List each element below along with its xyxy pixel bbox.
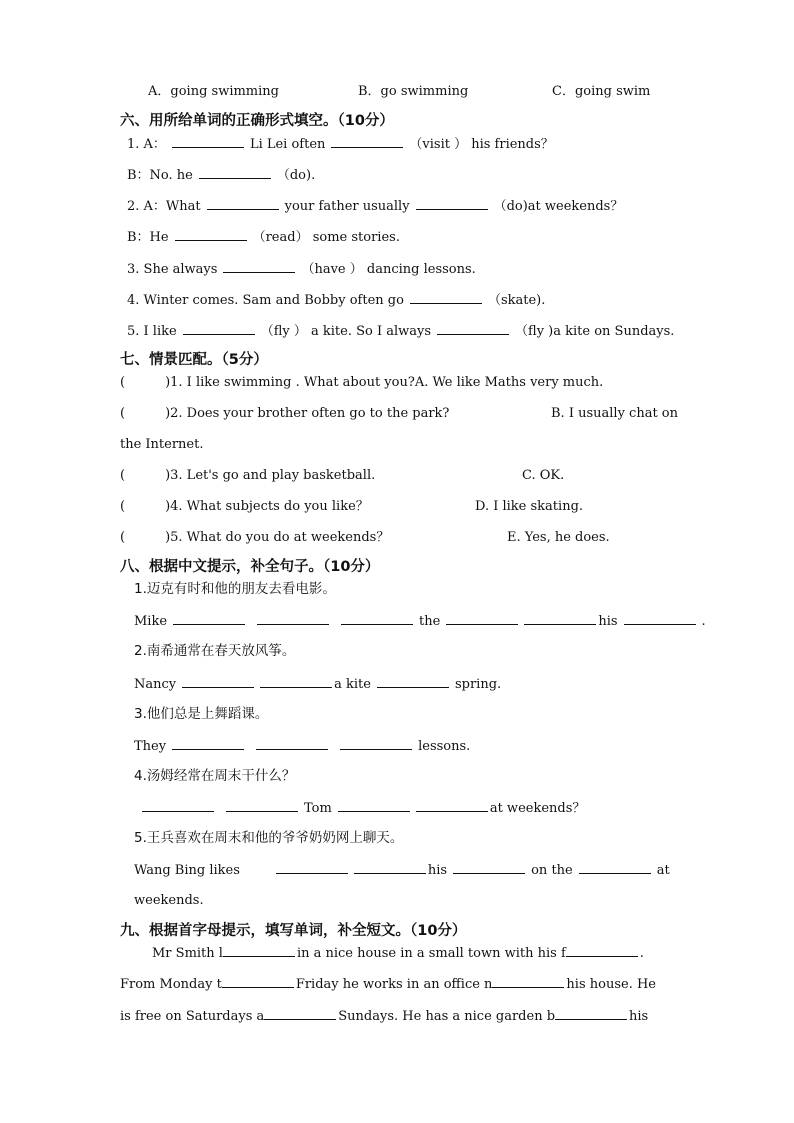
blank[interactable] bbox=[199, 166, 271, 179]
s8-c3: 3.他们总是上舞蹈课。 bbox=[134, 706, 269, 722]
section-7-heading: 七、情景匹配。（5分） bbox=[120, 352, 268, 368]
s6-q2b: B：He （read） some stories. bbox=[127, 230, 400, 245]
s9-line3: is free on Saturdays a Sundays. He has a nice garden b his bbox=[120, 1009, 649, 1024]
blank[interactable] bbox=[257, 612, 329, 625]
blank[interactable] bbox=[341, 612, 413, 625]
blank[interactable] bbox=[555, 1007, 627, 1020]
s7-opt-b: B. I usually chat on bbox=[551, 406, 679, 421]
blank[interactable] bbox=[276, 861, 348, 874]
blank[interactable] bbox=[331, 135, 403, 148]
blank[interactable] bbox=[338, 799, 410, 812]
s6-q4: 4. Winter comes. Sam and Bobby often go （skate). bbox=[127, 293, 546, 308]
blank[interactable] bbox=[264, 1007, 336, 1020]
blank[interactable] bbox=[524, 612, 596, 625]
blank[interactable] bbox=[182, 675, 254, 688]
blank[interactable] bbox=[624, 612, 696, 625]
blank[interactable] bbox=[222, 975, 294, 988]
s8-e5-cont: weekends. bbox=[134, 893, 204, 908]
s9-line2: From Monday t Friday he works in an office n his house. He bbox=[120, 977, 656, 992]
s8-e3: They lessons. bbox=[134, 739, 471, 754]
s6-q2a: 2. A：What your father usually （do)at weekends？ bbox=[127, 199, 624, 214]
blank[interactable] bbox=[260, 675, 332, 688]
s7-opt-c: C. OK. bbox=[522, 468, 565, 483]
blank[interactable] bbox=[566, 944, 638, 957]
blank[interactable] bbox=[226, 799, 298, 812]
blank[interactable] bbox=[142, 799, 214, 812]
section-6-heading: 六、用所给单词的正确形式填空。（10分） bbox=[120, 113, 394, 129]
s8-c2: 2.南希通常在春天放风筝。 bbox=[134, 643, 296, 659]
blank[interactable] bbox=[183, 322, 255, 335]
s7-q4: ( )4. What subjects do you like？ bbox=[120, 499, 369, 514]
s6-q1a: 1. A： Li Lei often （visit ） his friends？ bbox=[127, 137, 554, 152]
blank[interactable] bbox=[172, 737, 244, 750]
s7-opt-b-cont: the Internet. bbox=[120, 437, 204, 452]
blank[interactable] bbox=[172, 135, 244, 148]
blank[interactable] bbox=[223, 944, 295, 957]
section-8-heading: 八、根据中文提示，补全句子。（10分） bbox=[120, 559, 380, 575]
s8-c5: 5.王兵喜欢在周末和他的爷爷奶奶网上聊天。 bbox=[134, 830, 404, 846]
s7-q3: ( )3. Let's go and play basketball. bbox=[120, 468, 376, 483]
s8-e5: Wang Bing likes his on the at bbox=[134, 863, 670, 878]
blank[interactable] bbox=[340, 737, 412, 750]
blank[interactable] bbox=[416, 197, 488, 210]
s7-q2: ( )2. Does your brother often go to the park? bbox=[120, 406, 450, 421]
s8-c1: 1.迈克有时和他的朋友去看电影。 bbox=[134, 581, 336, 597]
s8-e2: Nancy a kite spring. bbox=[134, 677, 502, 692]
section-9-heading: 九、根据首字母提示，填写单词，补全短文。（10分） bbox=[120, 923, 467, 939]
s8-e4: Tom at weekends？ bbox=[136, 799, 585, 818]
blank[interactable] bbox=[579, 861, 651, 874]
blank[interactable] bbox=[453, 861, 525, 874]
blank[interactable] bbox=[207, 197, 279, 210]
s8-c4: 4.汤姆经常在周末干什么？ bbox=[134, 768, 296, 784]
blank[interactable] bbox=[437, 322, 509, 335]
blank[interactable] bbox=[492, 975, 564, 988]
blank[interactable] bbox=[256, 737, 328, 750]
blank[interactable] bbox=[416, 799, 488, 812]
blank[interactable] bbox=[173, 612, 245, 625]
s8-e1: Mike the his . bbox=[134, 614, 706, 629]
s7-q1: ( )1. I like swimming . What about you?A. We like Maths very much. bbox=[120, 375, 604, 390]
blank[interactable] bbox=[354, 861, 426, 874]
s7-q5: ( )5. What do you do at weekends？ bbox=[120, 530, 390, 545]
option-b: B．go swimming bbox=[358, 84, 469, 99]
blank[interactable] bbox=[377, 675, 449, 688]
s9-line1: Mr Smith l in a nice house in a small town with his f . bbox=[152, 946, 644, 961]
s6-q1b: B：No. he （do). bbox=[127, 168, 316, 183]
s7-opt-e: E. Yes, he does. bbox=[507, 530, 610, 545]
s6-q5: 5. I like （fly ） a kite. So I always （fly )a kite on Sundays. bbox=[127, 324, 675, 339]
s6-q3: 3. She always （have ） dancing lessons. bbox=[127, 262, 476, 277]
s7-opt-d: D. I like skating. bbox=[475, 499, 584, 514]
blank[interactable] bbox=[175, 228, 247, 241]
option-c: C．going swim bbox=[552, 84, 651, 99]
blank[interactable] bbox=[410, 291, 482, 304]
option-a: A．going swimming bbox=[148, 84, 279, 99]
blank[interactable] bbox=[223, 260, 295, 273]
blank[interactable] bbox=[446, 612, 518, 625]
